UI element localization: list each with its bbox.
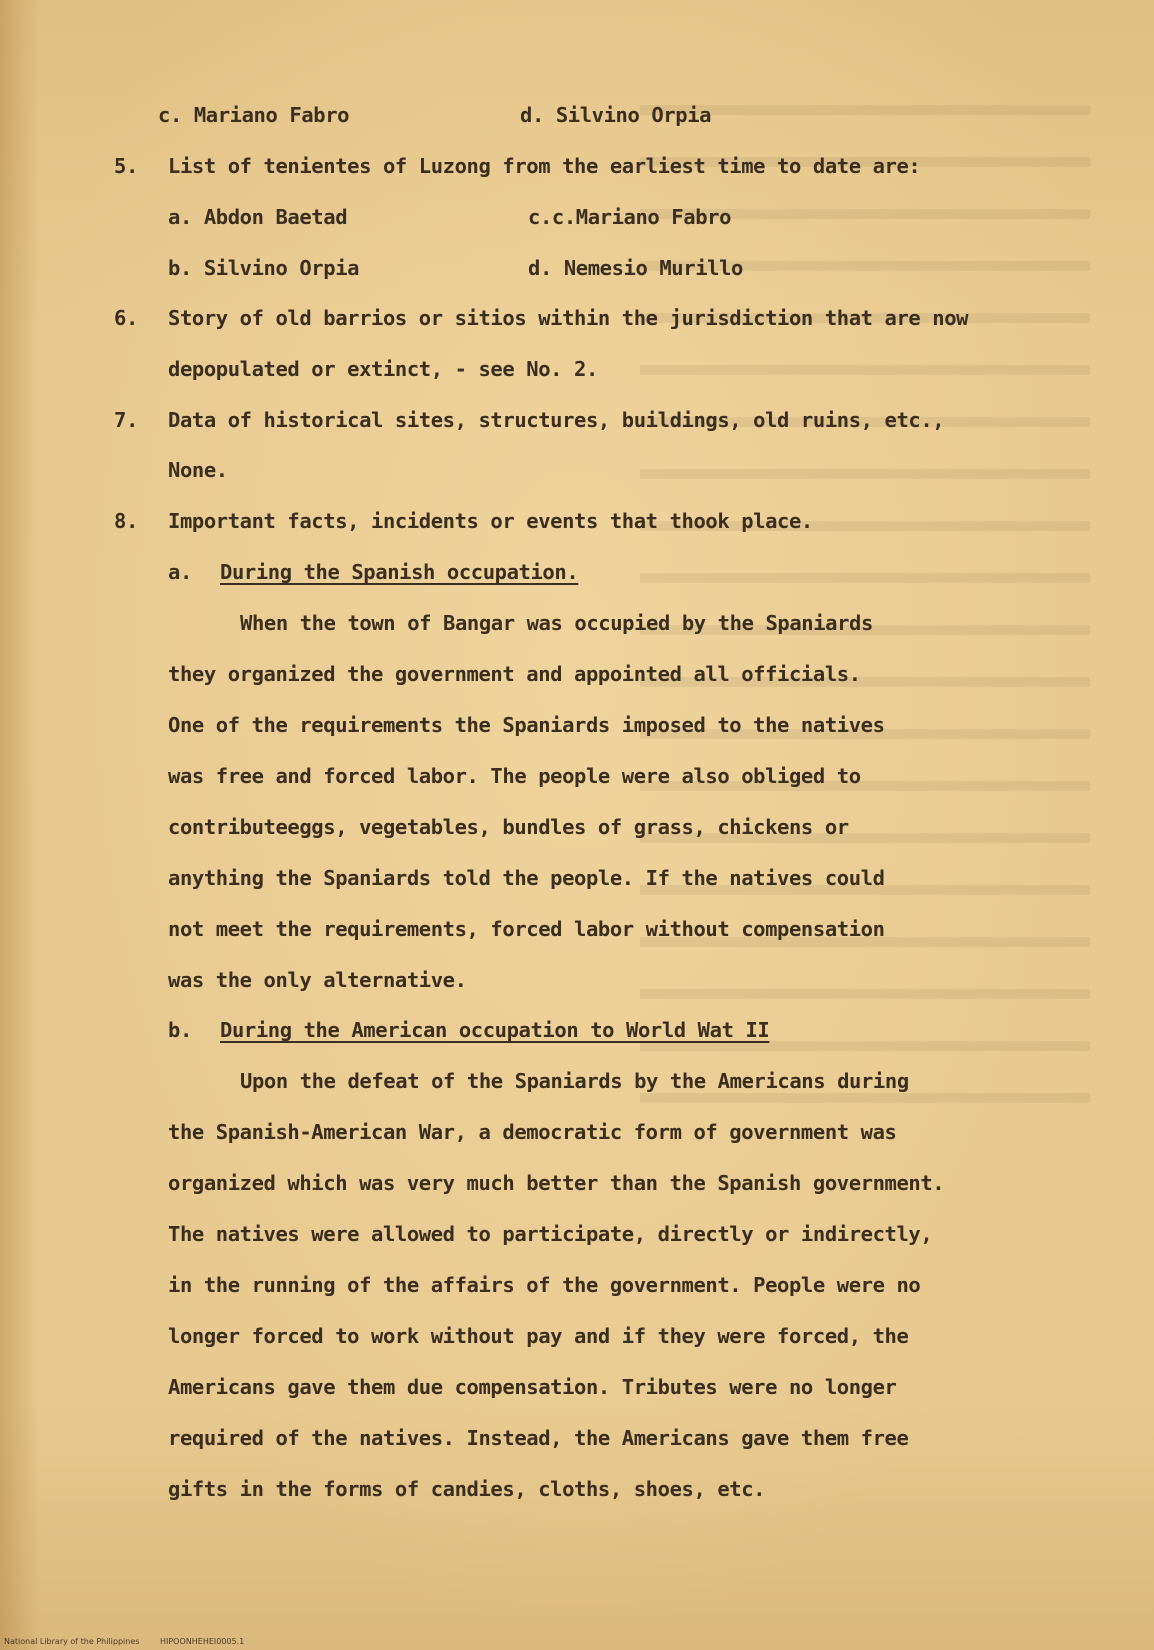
spanish-paragraph-line-2: they organized the government and appointed all officials.: [168, 662, 861, 686]
spanish-paragraph-line-6: anything the Spaniards told the people. If the natives could: [168, 866, 885, 890]
item-number-5: 5.: [114, 154, 138, 178]
item-6-text-cont: depopulated or extinct, - see No. 2.: [168, 357, 598, 381]
american-paragraph-line-1: Upon the defeat of the Spaniards by the Americans during: [240, 1069, 909, 1093]
footer-library-name: National Library of the Philippines: [4, 1637, 140, 1646]
item-number-7: 7.: [114, 408, 138, 432]
spanish-paragraph-line-4: was free and forced labor. The people were also obliged to: [168, 764, 861, 788]
footer-document-id: HIPOONHEHEI0005.1: [159, 1637, 245, 1646]
item-number-8: 8.: [114, 509, 138, 533]
list-item-teniente-d: d. Silvino Orpia: [520, 103, 712, 127]
american-paragraph-line-8: required of the natives. Instead, the Americans gave them free: [168, 1426, 909, 1450]
item-5-text: List of tenientes of Luzong from the earliest time to date are:: [168, 154, 921, 178]
teniente-c: c.c.Mariano Fabro: [528, 205, 732, 229]
spanish-paragraph-line-3: One of the requirements the Spaniards imposed to the natives: [168, 713, 885, 737]
item-6-text: Story of old barrios or sitios within the jurisdiction that are now: [168, 306, 969, 330]
spanish-paragraph-line-7: not meet the requirements, forced labor without compensation: [168, 917, 885, 941]
american-paragraph-line-6: longer forced to work without pay and if they were forced, the: [168, 1324, 909, 1348]
american-paragraph-line-2: the Spanish-American War, a democratic form of government was: [168, 1120, 897, 1144]
subsection-a-label: a.: [168, 560, 192, 584]
american-paragraph-line-7: Americans gave them due compensation. Tributes were no longer: [168, 1375, 897, 1399]
item-number-6: 6.: [114, 306, 138, 330]
american-paragraph-line-5: in the running of the affairs of the government. People were no: [168, 1273, 921, 1297]
american-paragraph-line-9: gifts in the forms of candies, cloths, shoes, etc.: [168, 1477, 766, 1501]
spanish-paragraph-line-1: When the town of Bangar was occupied by the Spaniards: [240, 611, 873, 635]
teniente-a: a. Abdon Baetad: [168, 205, 348, 229]
american-paragraph-line-4: The natives were allowed to participate, directly or indirectly,: [168, 1222, 933, 1246]
teniente-b: b. Silvino Orpia: [168, 256, 360, 280]
american-paragraph-line-3: organized which was very much better than the Spanish government.: [168, 1171, 945, 1195]
spanish-paragraph-line-5: contributeeggs, vegetables, bundles of grass, chickens or: [168, 815, 849, 839]
spanish-paragraph-line-8: was the only alternative.: [168, 968, 467, 992]
item-7-text: Data of historical sites, structures, buildings, old ruins, etc.,: [168, 408, 945, 432]
subsection-b-heading: During the American occupation to World Wat II: [220, 1018, 770, 1042]
list-item-teniente-c: c. Mariano Fabro: [158, 103, 350, 127]
scan-footer: [4, 1637, 262, 1646]
teniente-d: d. Nemesio Murillo: [528, 256, 743, 280]
subsection-a-heading: During the Spanish occupation.: [220, 560, 579, 584]
item-8-text: Important facts, incidents or events that thook place.: [168, 509, 813, 533]
item-7-text-cont: None.: [168, 458, 228, 482]
subsection-b-label: b.: [168, 1018, 192, 1042]
